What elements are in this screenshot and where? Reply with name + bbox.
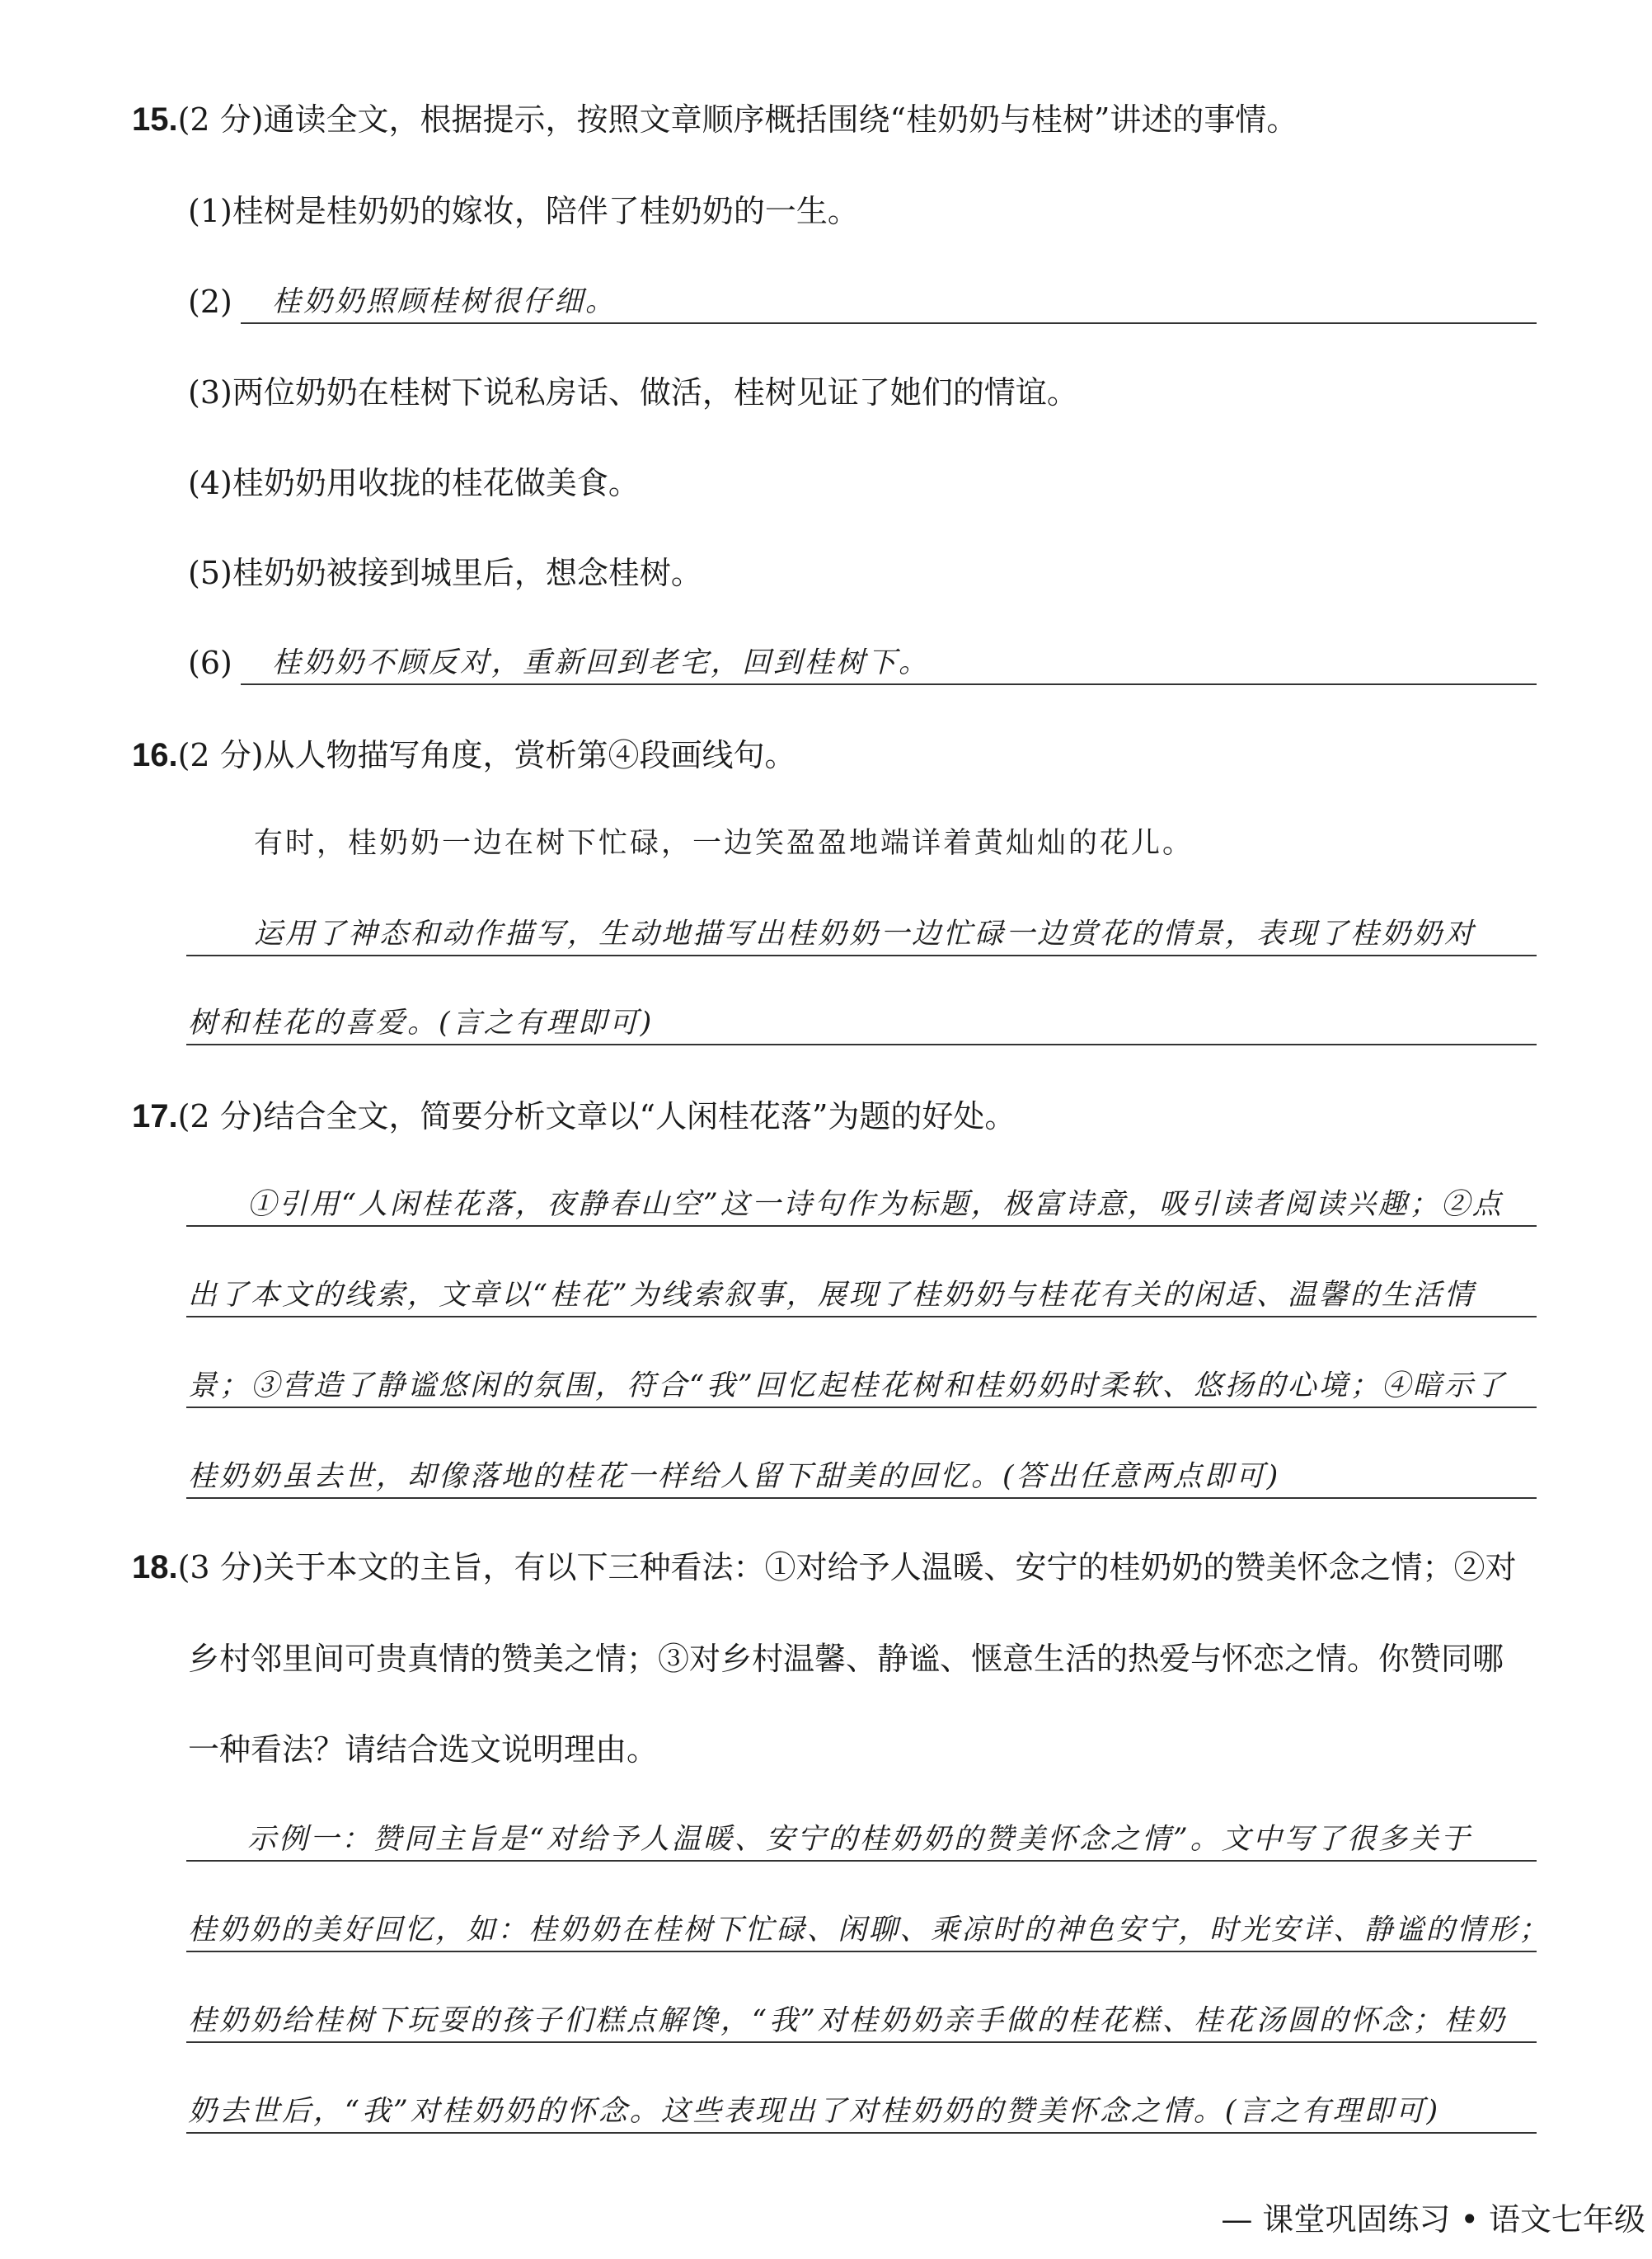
q17-answer-rule-1 — [186, 1225, 1537, 1227]
q16-number: 16. — [132, 737, 178, 773]
q18-stem-line-3: 一种看法？请结合选文说明理由。 — [188, 1731, 659, 1768]
q18-answer-line-1: 示例一：赞同主旨是“对给予人温暖、安宁的桂奶奶的赞美怀念之情”。文中写了很多关于 — [247, 1823, 1472, 1856]
q18-answer-rule-2 — [186, 1951, 1537, 1952]
q15-item-2-answer: 桂奶奶照顾桂树很仔细。 — [272, 285, 617, 318]
q18-answer-rule-3 — [186, 2041, 1537, 2043]
q17-answer-line-3: 景；③营造了静谧悠闲的氛围，符合“我”回忆起桂花树和桂奶奶时柔软、悠扬的心境；④暗示了 — [188, 1369, 1507, 1402]
q17-answer-rule-2 — [186, 1316, 1537, 1317]
q18-answer-line-2: 桂奶奶的美好回忆，如：桂奶奶在桂树下忙碌、闲聊、乘凉时的神色安宁，时光安详、静谧的情形； — [188, 1914, 1550, 1947]
q15-item-6-label: (6) — [188, 645, 232, 681]
q17-answer-line-1: ①引用“人闲桂花落，夜静春山空”这一诗句作为标题，极富诗意，吸引读者阅读兴趣；②点 — [247, 1188, 1504, 1221]
q18-answer-rule-4 — [186, 2132, 1537, 2134]
q16-answer-rule-2 — [186, 1044, 1537, 1045]
q17-number: 17. — [132, 1098, 178, 1134]
q18-stem-line-2: 乡村邻里间可贵真情的赞美之情；③对乡村温馨、静谧、惬意生活的热爱与怀恋之情。你赞同哪 — [188, 1641, 1504, 1677]
q17-answer-rule-4 — [186, 1497, 1537, 1499]
q17-stem-line — [132, 1097, 1016, 1136]
q15-stem-line — [132, 100, 1298, 139]
q16-answer-rule-1 — [186, 955, 1537, 956]
q18-answer-rule-1 — [186, 1860, 1537, 1862]
q18-number: 18. — [132, 1549, 178, 1585]
q17-answer-line-2: 出了本文的线索，文章以“桂花”为线索叙事，展现了桂奶奶与桂花有关的闲适、温馨的生活情 — [188, 1279, 1476, 1312]
q17-answer-rule-3 — [186, 1407, 1537, 1408]
q15-item-5: (5)桂奶奶被接到城里后，想念桂树。 — [188, 555, 702, 591]
q15-item-6-answer-line — [241, 683, 1537, 685]
q16-stem: (2 分)从人物描写角度，赏析第④段画线句。 — [177, 737, 796, 773]
page-footer: — 课堂巩固练习 • 语文七年级 — [1221, 2201, 1645, 2238]
q16-stem-line — [132, 735, 796, 775]
q18-answer-line-3: 桂奶奶给桂树下玩耍的孩子们糕点解馋，“我”对桂奶奶亲手做的桂花糕、桂花汤圆的怀念；桂奶 — [188, 2004, 1507, 2037]
q16-answer-line-2: 树和桂花的喜爱。(言之有理即可) — [188, 1007, 655, 1040]
q16-answer-line-1: 运用了神态和动作描写，生动地描写出桂奶奶一边忙碌一边赏花的情景，表现了桂奶奶对 — [254, 918, 1476, 951]
q18-answer-line-4: 奶去世后，“我”对桂奶奶的怀念。这些表现出了对桂奶奶的赞美怀念之情。(言之有理即可) — [188, 2095, 1441, 2128]
q16-quote: 有时，桂奶奶一边在树下忙碌，一边笑盈盈地端详着黄灿灿的花儿。 — [254, 827, 1194, 860]
q15-item-6-answer: 桂奶奶不顾反对，重新回到老宅，回到桂树下。 — [272, 646, 931, 679]
q15-item-2-label: (2) — [188, 284, 232, 320]
q15-item-1: (1)桂树是桂奶奶的嫁妆，陪伴了桂奶奶的一生。 — [188, 193, 859, 229]
q18-stem-line-1 — [132, 1547, 1517, 1587]
q18-stem-1: (3 分)关于本文的主旨，有以下三种看法：①对给予人温暖、安宁的桂奶奶的赞美怀念之情；②对 — [177, 1549, 1517, 1585]
q15-item-2-answer-line — [241, 322, 1537, 324]
q15-item-3: (3)两位奶奶在桂树下说私房话、做活，桂树见证了她们的情谊。 — [188, 374, 1078, 411]
q17-stem: (2 分)结合全文，简要分析文章以“人闲桂花落”为题的好处。 — [177, 1098, 1016, 1134]
q15-number: 15. — [132, 101, 178, 138]
q15-item-4: (4)桂奶奶用收拢的桂花做美食。 — [188, 465, 640, 501]
q15-stem: (2 分)通读全文，根据提示，按照文章顺序概括围绕“桂奶奶与桂树”讲述的事情。 — [177, 101, 1298, 138]
q17-answer-line-4: 桂奶奶虽去世，却像落地的桂花一样给人留下甜美的回忆。(答出任意两点即可) — [188, 1460, 1281, 1493]
